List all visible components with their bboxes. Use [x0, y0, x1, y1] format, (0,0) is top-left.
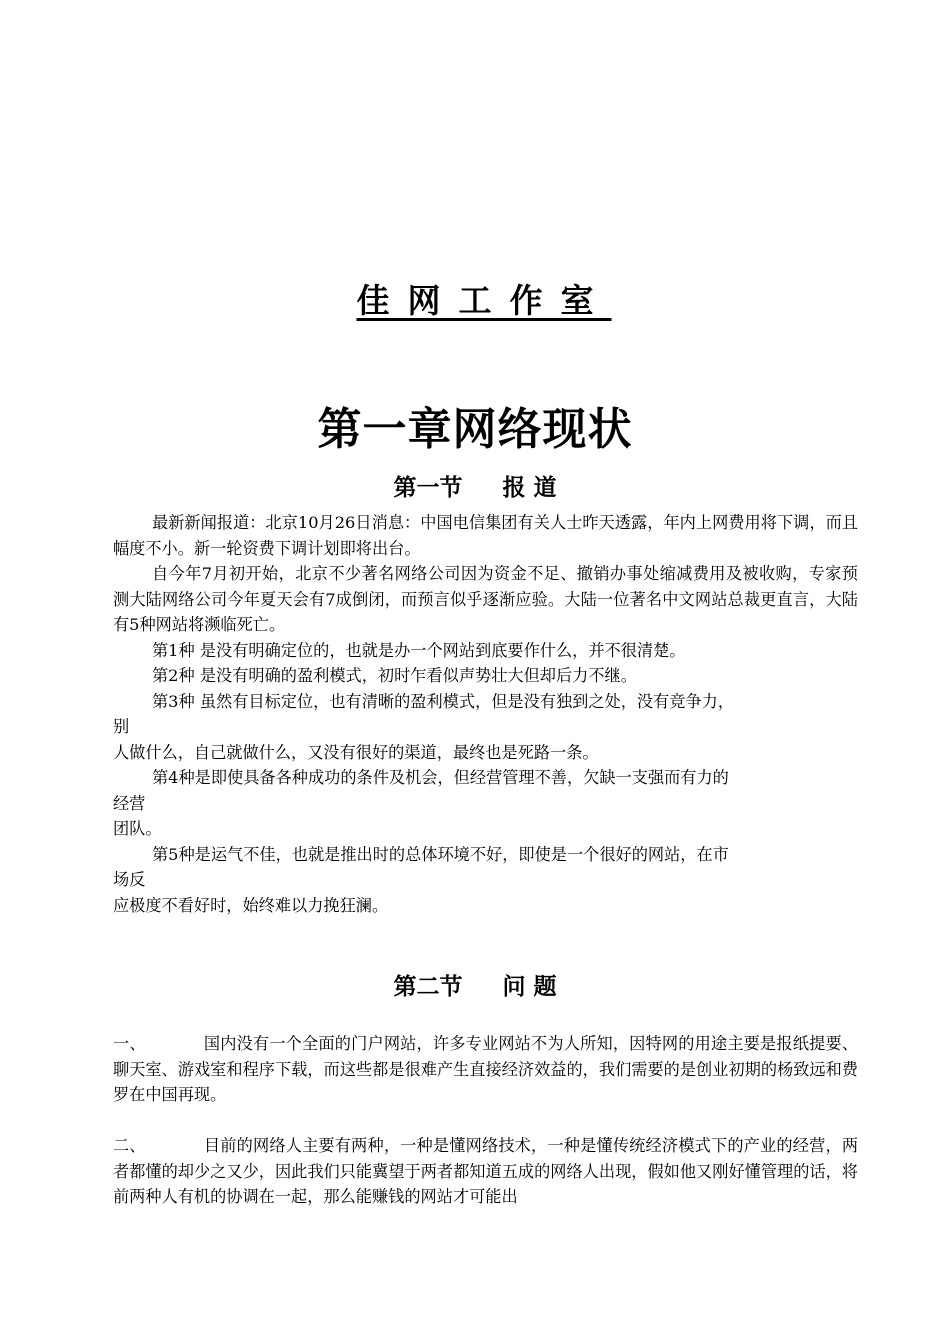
chapter-title: 第一章网络现状 — [317, 404, 633, 455]
paragraph-type-5-line-3: 应极度不看好时，始终难以力挽狂澜。 — [113, 895, 389, 915]
paragraph-type-3-line-2: 别 — [113, 717, 130, 736]
paragraph-type-3-line-3: 人做什么，自己就做什么，又没有很好的渠道，最终也是死路一条。 — [113, 742, 599, 762]
paragraph-type-4-line-2: 经营 — [113, 793, 146, 813]
section-2-item-2 — [113, 1133, 858, 1210]
paragraph-type-1: 第1种 是没有明确定位的，也就是办一个网站到底要作什么，并不很清楚。 — [152, 640, 686, 660]
section-1-title: 第一节 报 道 — [393, 475, 557, 501]
studio-title: 佳网工作室 — [356, 281, 612, 320]
paragraph-type-2: 第2种 是没有明确的盈利模式，初时乍看似声势壮大但却后力不继。 — [152, 666, 637, 685]
item-text: 目前的网络人主要有两种，一种是懂网络技术，一种是懂传统经济模式下的产业的经营，两者都懂的却少之又少，因此我们只能冀望于两者都知道五成的网络人出现，假如他又刚好懂管理的话，将前两种人有机的协调在一起，那么能赚钱的网站才可能出 — [113, 1136, 859, 1206]
section-2-item-1 — [113, 1031, 858, 1108]
paragraph-type-5-line-2: 场反 — [113, 870, 146, 889]
paragraph-type-4-line-3: 团队。 — [113, 819, 162, 838]
item-text: 国内没有一个全面的门户网站，许多专业网站不为人所知，因特网的用途主要是报纸提要、聊天室、游戏室和程序下载，而这些都是很难产生直接经济效益的，我们需要的是创业初期的杨致远和费罗在中国再现。 — [113, 1034, 859, 1104]
section-1-body — [113, 510, 858, 918]
paragraph-type-3-line-1: 第3种 虽然有目标定位，也有清晰的盈利模式，但是没有独到之处，没有竞争力， — [152, 691, 735, 711]
paragraph-forecast: 自今年7月初开始，北京不少著名网络公司因为资金不足、撤销办事处缩减费用及被收购，专家预测大陆网络公司今年夏天会有7成倒闭，而预言似乎逐渐应验。大陆一位著名中文网站总裁更直言，大陆有5种网站将濒临死亡。 — [113, 564, 858, 634]
paragraph-type-5-line-1: 第5种是运气不佳，也就是推出时的总体环境不好，即使是一个很好的网站，在市 — [152, 844, 729, 864]
item-marker: 一、 — [113, 1034, 146, 1053]
paragraph-news: 最新新闻报道：北京10月26日消息：中国电信集团有关人士昨天透露，年内上网费用将下调，而且幅度不小。新一轮资费下调计划即将出台。 — [113, 513, 858, 558]
paragraph-type-4-line-1: 第4种是即使具备各种成功的条件及机会，但经营管理不善，欠缺一支强而有力的 — [152, 768, 729, 787]
section-2-title: 第二节 问 题 — [393, 974, 557, 1000]
item-marker: 二、 — [113, 1136, 146, 1155]
